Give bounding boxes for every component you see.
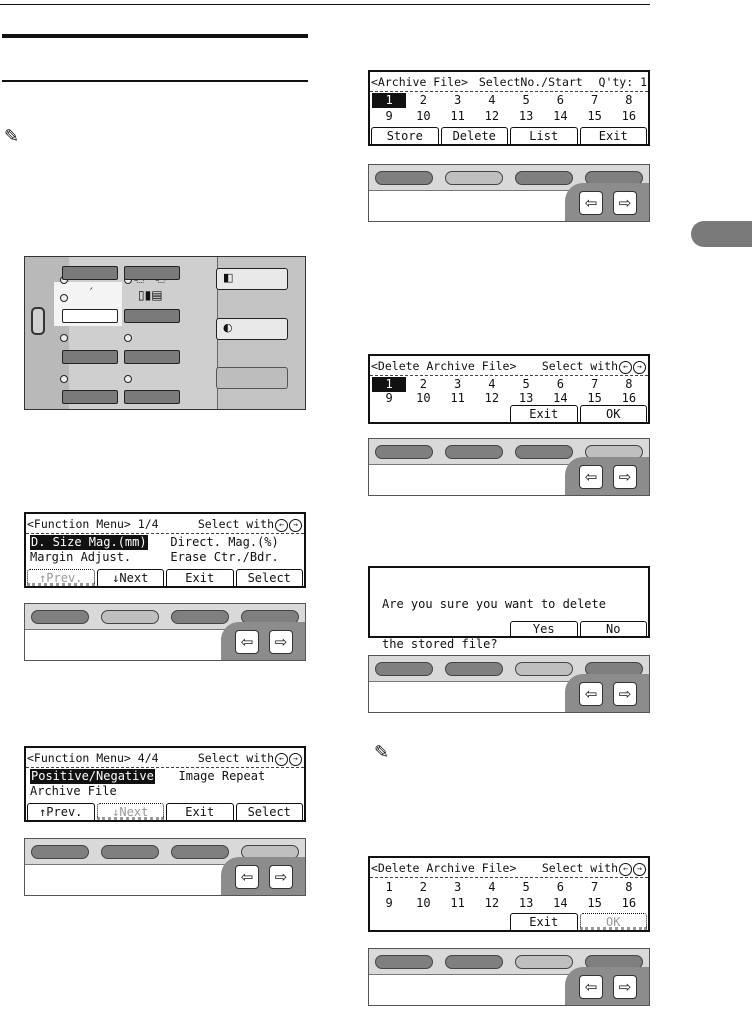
file-number[interactable]: 6 [556, 377, 564, 391]
prev-softkey[interactable]: ↑Prev. [27, 569, 95, 586]
key-panel-1 [24, 603, 306, 661]
file-number[interactable]: 10 [416, 391, 431, 405]
select-softkey[interactable]: Select [236, 569, 304, 586]
left-arrow-icon[interactable]: ⇦ [579, 682, 603, 706]
file-number[interactable]: 7 [591, 377, 599, 391]
menu-item-margin-adjust[interactable]: Margin Adjust. [30, 550, 132, 564]
lcd-title-mid: SelectNo./Start [478, 75, 583, 89]
file-number[interactable]: 3 [454, 377, 462, 391]
function-key-2[interactable] [101, 610, 159, 624]
file-number[interactable]: 2 [419, 93, 427, 107]
file-number[interactable]: 5 [522, 880, 530, 894]
file-number[interactable]: 12 [484, 896, 500, 910]
list-softkey[interactable]: List [510, 127, 578, 144]
file-number[interactable]: 2 [419, 377, 427, 391]
lcd-title-left: <Archive File> [371, 75, 468, 89]
lcd-title-left: <Function Menu> 1/4 [27, 517, 159, 531]
file-number[interactable]: 6 [556, 93, 564, 107]
function-key-3[interactable] [171, 610, 229, 624]
page-header-rule [0, 4, 650, 5]
blank-softkey [441, 621, 509, 636]
file-number[interactable]: 7 [591, 880, 599, 894]
function-key-3[interactable] [515, 662, 573, 676]
exit-softkey[interactable]: Exit [510, 913, 578, 930]
blank-softkey [441, 913, 509, 930]
delete-softkey[interactable]: Delete [441, 127, 509, 144]
file-number-row-1 [372, 93, 646, 108]
next-softkey[interactable]: ↓Next [97, 569, 165, 586]
right-arrow-icon[interactable]: ⇨ [269, 865, 293, 889]
exit-softkey[interactable]: Exit [510, 405, 578, 422]
dialog-message-line-2: the stored file? [382, 637, 498, 651]
file-number[interactable]: 5 [522, 377, 530, 391]
left-arrow-icon[interactable]: ⇦ [579, 191, 603, 215]
left-arrow-icon[interactable]: ⇦ [579, 465, 603, 489]
file-number[interactable]: 9 [385, 896, 393, 910]
file-number[interactable]: 3 [454, 93, 462, 107]
right-arrow-icon[interactable]: ⇨ [613, 465, 637, 489]
blank-softkey [371, 405, 439, 422]
menu-item-archive-file[interactable]: Archive File [30, 784, 117, 798]
dialog-message-line-1: Are you sure you want to delete [382, 597, 606, 611]
function-key-3[interactable] [515, 171, 573, 185]
pencil-note-icon: ✎ [4, 126, 20, 147]
blank-softkey [441, 405, 509, 422]
file-number-row-2 [372, 109, 646, 124]
file-number-row-1 [372, 377, 646, 392]
delete-archive-display-after [368, 856, 650, 932]
function-key-3[interactable] [171, 845, 229, 859]
file-number[interactable]: 13 [518, 391, 534, 405]
function-key-2[interactable] [445, 171, 503, 185]
lcd-title-right: Select with [541, 359, 618, 373]
file-number[interactable]: 9 [385, 391, 393, 405]
file-number[interactable]: 10 [416, 896, 431, 910]
function-key-1[interactable] [375, 171, 433, 185]
blank-softkey [371, 913, 439, 930]
file-number[interactable]: 16 [621, 391, 637, 405]
menu-item-direct-mag[interactable]: Direct. Mag.(%) [170, 535, 279, 549]
archive-file-display [368, 70, 650, 146]
file-number[interactable]: 16 [621, 896, 637, 910]
file-number[interactable]: 7 [591, 93, 599, 107]
right-arrow-icon[interactable]: ⇨ [269, 630, 293, 654]
nav-left-icon: ← [619, 361, 632, 374]
function-key-3[interactable] [515, 955, 573, 969]
file-number[interactable]: 8 [625, 880, 633, 894]
file-number[interactable]: 9 [385, 109, 393, 123]
right-arrow-icon[interactable]: ⇨ [613, 682, 637, 706]
file-number[interactable]: 15 [587, 896, 602, 910]
ok-softkey[interactable]: OK [580, 405, 648, 422]
file-number-row-2 [372, 896, 646, 911]
pencil-note-icon: ✎ [374, 742, 390, 763]
delete-archive-display [368, 354, 650, 424]
file-number[interactable]: 15 [587, 391, 602, 405]
function-menu-display-1 [24, 512, 306, 588]
file-number[interactable]: 10 [416, 109, 431, 123]
function-key-1[interactable] [375, 445, 433, 459]
left-arrow-icon[interactable]: ⇦ [235, 865, 259, 889]
menu-item-erase[interactable]: Erase Ctr./Bdr. [170, 550, 279, 564]
file-number[interactable]: 8 [625, 93, 633, 107]
chapter-tab [691, 221, 752, 247]
file-number[interactable]: 12 [484, 391, 500, 405]
nav-left-icon: ← [275, 753, 288, 766]
delete-confirm-dialog [368, 566, 650, 651]
file-number[interactable]: 1 [372, 377, 406, 392]
file-number[interactable]: 11 [450, 391, 465, 405]
nav-right-icon: → [289, 519, 302, 532]
file-number[interactable]: 14 [553, 109, 568, 123]
left-arrow-icon[interactable]: ⇦ [579, 975, 603, 999]
section-top-rule [2, 34, 308, 38]
next-softkey[interactable]: ↓Next [97, 803, 165, 820]
lcd-title-left: <Function Menu> 4/4 [27, 751, 159, 765]
key-panel-5 [368, 655, 650, 713]
blank-softkey [371, 621, 439, 636]
lcd-title-left: <Delete Archive File> [371, 359, 517, 373]
prev-softkey[interactable]: ↑Prev. [27, 803, 95, 820]
ok-softkey[interactable]: OK [580, 913, 648, 930]
file-number[interactable]: 4 [488, 880, 496, 894]
function-key-1[interactable] [31, 610, 89, 624]
file-number[interactable]: 6 [556, 880, 564, 894]
nav-right-icon: → [633, 863, 646, 876]
nav-right-icon: → [633, 361, 646, 374]
file-number[interactable]: 1 [372, 93, 406, 108]
lcd-title-right: Select with [541, 861, 618, 875]
nav-left-icon: ← [619, 863, 632, 876]
file-number[interactable]: 4 [488, 93, 496, 107]
menu-item-image-repeat[interactable]: Image Repeat [178, 769, 266, 783]
nav-right-icon: → [289, 753, 302, 766]
function-key-2[interactable] [445, 662, 503, 676]
function-key-1[interactable] [375, 955, 433, 969]
function-key-2[interactable] [445, 445, 503, 459]
file-number[interactable]: 13 [518, 896, 534, 910]
nav-left-icon: ← [275, 519, 288, 532]
file-number[interactable]: 1 [385, 880, 393, 894]
exit-softkey[interactable]: Exit [580, 127, 648, 144]
file-number-row-1 [372, 880, 646, 895]
function-key-3[interactable] [515, 445, 573, 459]
file-number[interactable]: 13 [518, 109, 534, 123]
function-menu-display-2 [24, 746, 306, 822]
file-number-row-2 [372, 391, 646, 406]
key-panel-2 [24, 838, 306, 896]
function-key-1[interactable] [375, 662, 433, 676]
file-number[interactable]: 14 [553, 391, 568, 405]
function-key-2[interactable] [445, 955, 503, 969]
exit-softkey[interactable]: Exit [166, 569, 234, 586]
file-number[interactable]: 2 [419, 880, 427, 894]
key-panel-3 [368, 164, 650, 222]
yes-softkey[interactable]: Yes [510, 621, 578, 636]
store-softkey[interactable]: Store [371, 127, 439, 144]
menu-item-size-mag[interactable]: D. Size Mag.(mm) [31, 535, 147, 549]
file-number[interactable]: 11 [450, 109, 465, 123]
key-panel-4 [368, 438, 650, 496]
file-number[interactable]: 15 [587, 109, 602, 123]
left-arrow-icon[interactable]: ⇦ [235, 630, 259, 654]
menu-item-positive-negative[interactable]: Positive/Negative [31, 769, 154, 783]
section-bottom-rule [2, 80, 308, 82]
function-key-1[interactable] [31, 845, 89, 859]
file-number[interactable]: 5 [522, 93, 530, 107]
file-number[interactable]: 12 [484, 109, 500, 123]
no-softkey[interactable]: No [580, 621, 648, 636]
file-number[interactable]: 3 [454, 880, 462, 894]
lcd-title-right: Select with [197, 751, 274, 765]
lcd-title-right: Q'ty: 1 [598, 75, 647, 89]
file-number[interactable]: 8 [625, 377, 633, 391]
lcd-title-right: Select with [197, 517, 274, 531]
lcd-title-left: <Delete Archive File> [371, 861, 517, 875]
file-number[interactable]: 4 [488, 377, 496, 391]
file-number[interactable]: 14 [553, 896, 568, 910]
select-softkey[interactable]: Select [236, 803, 304, 820]
key-panel-6 [368, 948, 650, 1006]
right-arrow-icon[interactable]: ⇨ [613, 975, 637, 999]
file-number[interactable]: 11 [450, 896, 465, 910]
exit-softkey[interactable]: Exit [166, 803, 234, 820]
file-number[interactable]: 16 [621, 109, 637, 123]
function-key-2[interactable] [101, 845, 159, 859]
right-arrow-icon[interactable]: ⇨ [613, 191, 637, 215]
